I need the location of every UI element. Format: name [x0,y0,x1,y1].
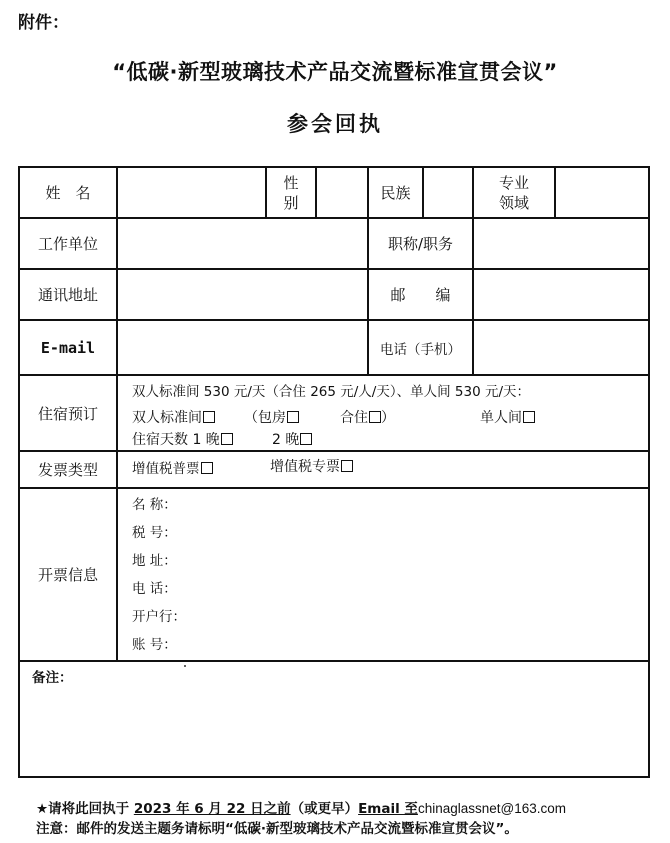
lodging-price-text: 双人标准间 530 元/天（合住 265 元/人/天）、单人间 530 元/天： [132,384,530,400]
footer-instruction [36,797,566,817]
special-invoice-label: 增值税专票 [270,459,340,475]
one-night-option[interactable] [132,429,233,449]
gender-label [267,168,315,217]
double-room-checkbox[interactable] [203,411,215,423]
address-input[interactable] [118,270,367,319]
general-invoice-checkbox[interactable] [201,462,213,474]
email-input[interactable] [118,321,367,374]
job-title-input[interactable] [474,219,648,268]
single-room-checkbox[interactable] [523,411,535,423]
single-room-label: 单人间 [480,410,522,426]
gender-label-line2: 别 [283,193,299,212]
special-invoice-checkbox[interactable] [341,460,353,472]
phone-label: 电话（手机） [380,341,461,358]
ethnicity-label: 民族 [380,184,411,202]
shared-room-checkbox[interactable] [369,411,381,423]
field-label-line1: 专业 [498,173,529,192]
invoice-address-field[interactable]: 地 址： [132,553,177,569]
field-label [474,168,554,217]
scan-speck [184,665,186,667]
whole-room-label: （包房 [244,410,286,426]
footer-email-address[interactable]: chinaglassnet@163.com [417,801,566,816]
form-border-right [648,166,650,778]
gender-label-line1: 性 [283,173,299,192]
double-room-label: 双人标准间 [132,410,202,426]
postcode-input[interactable] [474,270,648,319]
employer-input[interactable] [118,219,367,268]
invoice-company-name-field[interactable]: 名 称： [132,497,177,513]
footer-deadline: 2023 年 6 月 22 日之前 [133,801,291,817]
special-invoice-option[interactable] [270,456,353,476]
postcode-label: 邮 编 [390,286,451,304]
row-divider [18,660,650,662]
remarks-input[interactable] [20,686,648,774]
registration-form [18,166,650,778]
email-label: E-mail [40,338,96,357]
two-nights-label: 2 晚 [272,432,300,448]
form-border-bottom [18,776,650,778]
whole-room-checkbox[interactable] [287,411,299,423]
ethnicity-input[interactable] [424,168,472,217]
single-room-option[interactable] [480,407,535,427]
document-subtitle: 参会回执 [287,112,383,136]
invoice-type-label: 发票类型 [37,461,98,479]
general-invoice-label: 增值税普票 [132,461,200,477]
job-title-label: 职称/职务 [387,235,454,253]
attachment-label: 附件： [18,13,69,33]
invoice-info-label: 开票信息 [37,566,98,584]
footer-email-label: Email 至 [358,801,418,817]
two-nights-checkbox[interactable] [300,433,312,445]
footer-notice: 注意：邮件的发送主题务请标明“低碳·新型玻璃技术产品交流暨标准宣贯会议”。 [36,821,518,837]
nights-label: 住宿天数 1 晚 [132,432,220,448]
shared-room-close: ） [381,410,395,426]
invoice-phone-field[interactable]: 电 话： [132,581,177,597]
one-night-checkbox[interactable] [221,433,233,445]
gender-input[interactable] [317,168,367,217]
shared-room-label: 合住 [340,410,368,426]
employer-label: 工作单位 [37,235,98,253]
double-room-option[interactable] [132,407,215,427]
invoice-tax-id-field[interactable]: 税 号： [132,525,177,541]
name-label: 姓 名 [45,184,91,202]
invoice-bank-field[interactable]: 开户行： [132,609,186,625]
lodging-label: 住宿预订 [37,404,98,423]
footer-prefix: ★请将此回执于 [36,801,134,817]
address-label: 通讯地址 [37,286,98,304]
field-input[interactable] [556,168,648,217]
name-input[interactable] [118,168,265,217]
invoice-account-field[interactable]: 账 号： [132,637,177,653]
two-nights-option[interactable] [272,429,312,449]
document-title: “低碳·新型玻璃技术产品交流暨标准宣贯会议” [112,60,558,84]
field-label-line2: 领域 [498,193,529,212]
shared-room-option[interactable] [340,407,395,427]
general-invoice-option[interactable] [132,457,213,477]
phone-input[interactable] [474,321,648,374]
footer-or-earlier: （或更早） [290,801,359,817]
remarks-label: 备注： [32,670,73,686]
whole-room-option[interactable] [244,407,299,427]
